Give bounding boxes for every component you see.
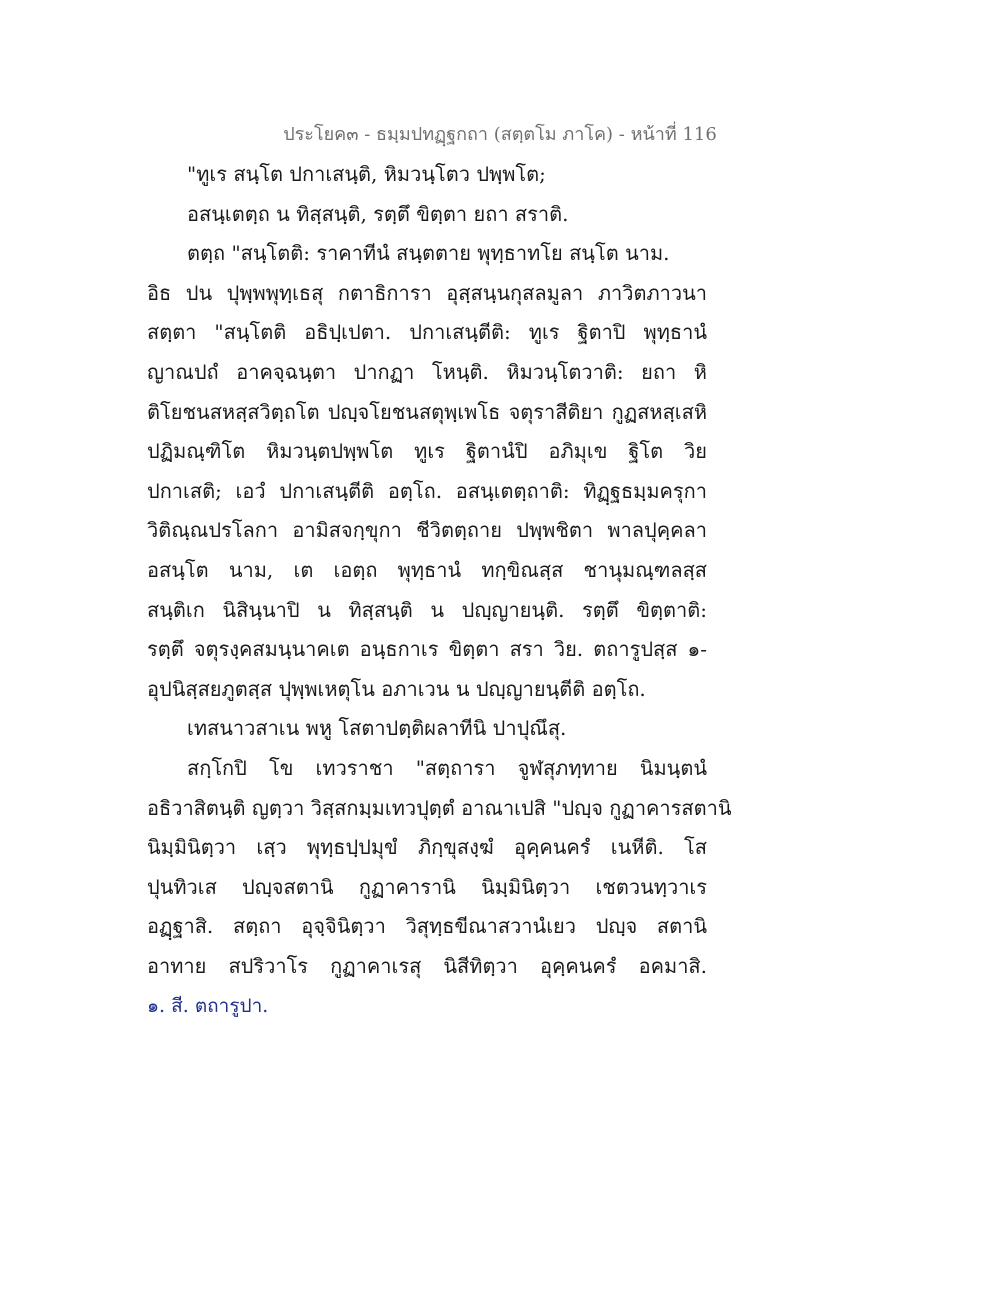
verse-line: อสนฺเตตฺถ น ทิสฺสนฺติ, รตฺตึ ขิตฺตา ยถา สราติ. (187, 201, 569, 226)
paragraph-line: อธิวาสิตนฺติ ญตฺวา วิสฺสกมฺมเทวปุตฺตํ อาณาเปสิ "ปญฺจ กูฏาคารสตานิ (147, 795, 732, 820)
paragraph-line: สนฺติเก นิสินฺนาปิ น ทิสฺสนฺติ น ปญฺญายนฺติ. รตฺตึ ขิตฺตาติ: (147, 597, 707, 622)
paragraph-line: สตฺตา "สนฺโตติ อธิปฺเปตา. ปกาเสนฺตีติ: ทูเร ฐิตาปิ พุทฺธานํ (147, 320, 707, 345)
paragraph-line: รตฺตึ จตุรงฺคสมนฺนาคเต อนฺธกาเร ขิตฺตา สรา วิย. ตถารูปสฺส ๑- (147, 637, 707, 662)
paragraph-line: อุปนิสฺสยภูตสฺส ปุพฺพเหตุโน อภาเวน น ปญฺญายนฺตีติ อตฺโถ. (147, 676, 646, 701)
paragraph-line: ญาณปถํ อาคจฺฉนฺตา ปากฏา โหนฺติ. หิมวนฺโตวาติ: ยถา หิ (147, 359, 707, 384)
page-header-text: ประโยค๓ - ธมฺมปทฏฺฐกถา (สตฺตโม ภาโค) - หน้าที่ 116 (283, 124, 717, 145)
paragraph-line: อาทาย สปริวาโร กูฏาคาเรสุ นิสีทิตฺวา อุคฺคนครํ อคมาสิ. (147, 953, 707, 978)
paragraph-line: เทสนาวสาเน พหู โสตาปตฺติผลาทีนิ ปาปุณึสุ. (187, 716, 567, 741)
paragraph-line: ตตฺถ "สนฺโตติ: ราคาทีนํ สนฺตตาย พุทฺธาทโย สนฺโต นาม. (187, 241, 670, 266)
paragraph-line: สกฺโกปิ โข เทวราชา "สตฺถารา จูฬสุภทฺทาย นิมนฺตนํ (187, 755, 707, 780)
paragraph-line: อิธ ปน ปุพฺพพุทฺเธสุ กตาธิการา อุสฺสนฺนกุสลมูลา ภาวิตภาวนา (147, 280, 707, 305)
body-text (147, 155, 732, 986)
paragraph-line: นิมฺมินิตฺวา เสฺว พุทฺธปฺปมุขํ ภิกฺขุสงฺฆํ อุคฺคนครํ เนหีติ. โส (147, 835, 707, 860)
page-header (0, 122, 1000, 148)
paragraph-line: ปฏิมณฺฑิโต หิมวนฺตปพฺพโต ทูเร ฐิตานํปิ อภิมุเข ฐิโต วิย (147, 439, 707, 464)
footnote-text: ๑. สี. ตถารูปา. (147, 995, 269, 1017)
paragraph-line: ปุนทิวเส ปญฺจสตานิ กูฏาคารานิ นิมฺมินิตฺวา เชตวนทฺวาเร (147, 874, 707, 899)
paragraph-line: วิติณฺณปรโลกา อามิสจกฺขุกา ชีวิตตฺถาย ปพฺพชิตา พาลปุคฺคลา (147, 518, 707, 543)
paragraph-line: ติโยชนสหสฺสวิตฺถโต ปญฺจโยชนสตุพฺเพโธ จตุราสีติยา กูฏสหสฺเสหิ (147, 399, 707, 424)
paragraph-line: อสนฺโต นาม, เต เอตฺถ พุทฺธานํ ทกฺขิณสฺส ชานุมณฺฑลสฺส (147, 557, 707, 582)
footnote (147, 988, 268, 1024)
paragraph-line: อฏฺฐาสิ. สตฺถา อุจฺจินิตฺวา วิสุทฺธขีณาสวานํเยว ปญฺจ สตานิ (147, 914, 707, 939)
paragraph-line: ปกาเสติ; เอวํ ปกาเสนฺตีติ อตฺโถ. อสนฺเตตฺถาติ: ทิฏฺฐธมฺมครุกา (147, 478, 707, 503)
verse-line: "ทูเร สนฺโต ปกาเสนฺติ, หิมวนฺโตว ปพฺพโต; (187, 162, 546, 186)
